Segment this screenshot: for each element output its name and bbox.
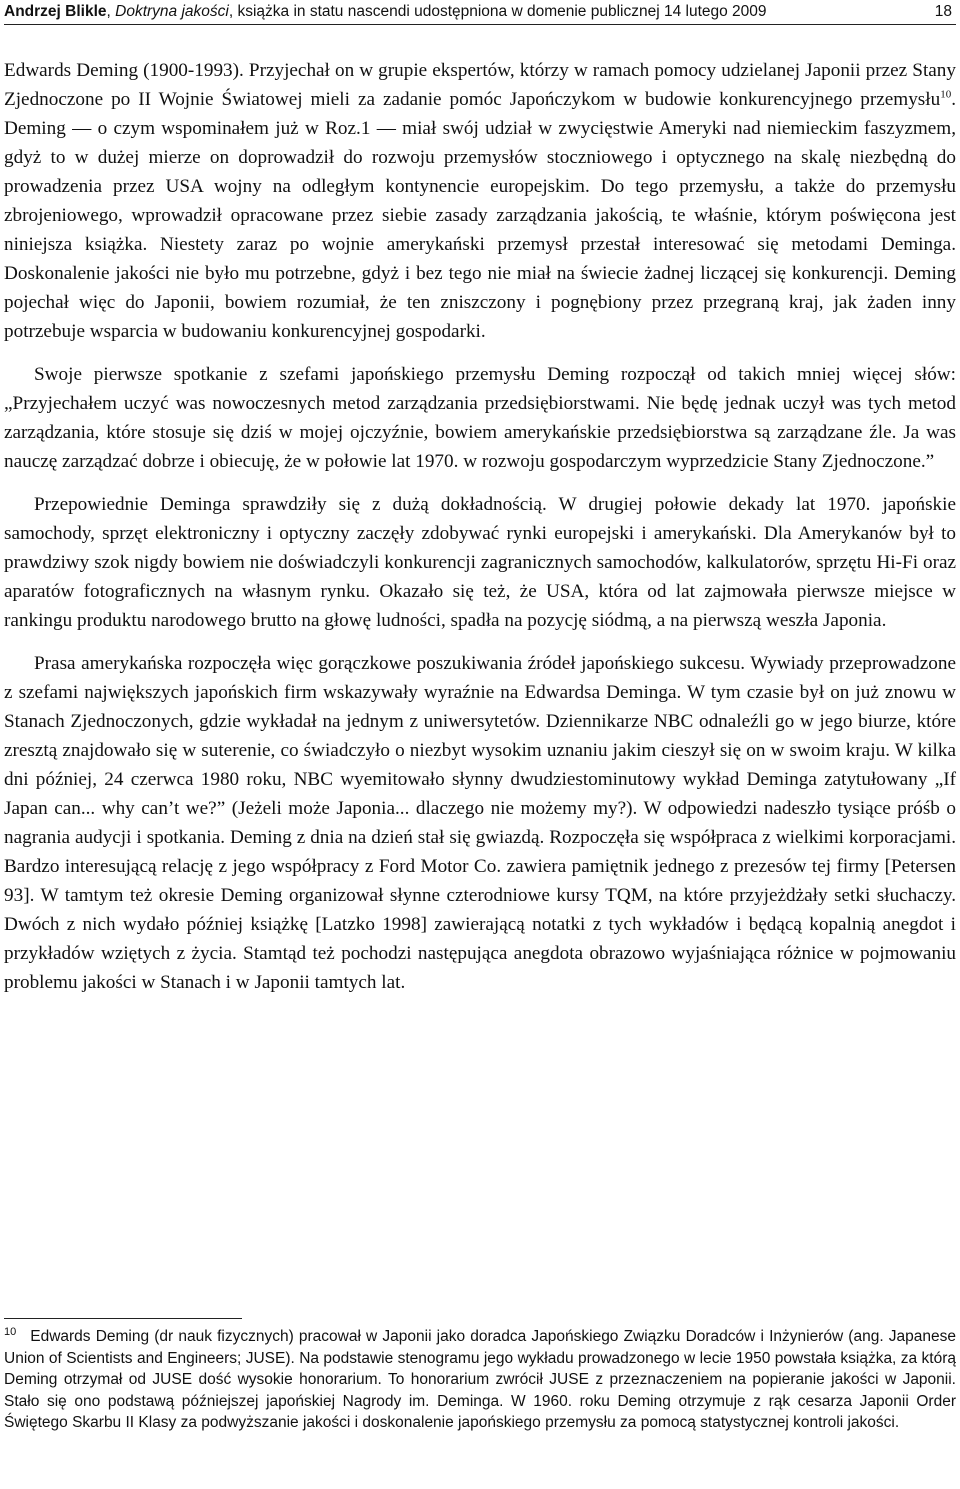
paragraph-1 bbox=[4, 56, 956, 346]
paragraph-2: Swoje pierwsze spotkanie z szefami japońskiego przemysłu Deming rozpoczął od takich mniej więcej słów: „Przyjechałem uczyć was nowoczesnych metod zarządzania przedsiębiorstwami. Nie będę jednak uczył was tych metod zarządzania, które stosuje się dziś w mojej ojczyźnie, bowiem amerykańskie przedsiębiorstwa są zarządzane źle. Ja was nauczę zarządzać dobrze i obiecuję, że w połowie lat 1970. w rozwoju gospodarczym wyprzedzicie Stany Zjednoczone.” bbox=[4, 364, 956, 472]
footnote-divider bbox=[4, 1318, 242, 1319]
main-text bbox=[4, 56, 956, 1011]
footnote-text: Edwards Deming (dr nauk fizycznych) pracował w Japonii jako doradca Japońskiego Związku Doradców i Inżynierów (ang. Japanese Union of Scientists and Engineers; JUSE). Na podstawie stenogramu jego wykładu prowadzonego w lecie 1950 powstała książka, za którą Deming otrzymał od JUSE dość wysokie honorarium. To honorarium zwrócił JUSE z przeznaczeniem na popieranie jakości w Japonii. Stało się ono podstawą późniejszej japońskiej Nagrody im. Deminga. W 1960. roku Deming otrzymuje z rąk cesarza Japonii Order Świętego Skarbu II Klasy za podwyższanie jakości i doskonalenie japońskiego przemysłu za pomocą statystycznej kontroli jakości. bbox=[4, 1328, 956, 1432]
footnote bbox=[4, 1326, 956, 1434]
running-header bbox=[4, 2, 956, 25]
paragraph-1-part-a: Edwards Deming (1900-1993). Przyjechał on w grupie ekspertów, którzy w ramach pomocy udzielanej Japonii przez Stany Zjednoczone po II Wojnie Światowej mieli za zadanie pomóc Japończykom w budowie konkurencyjnego przemysłu bbox=[4, 60, 956, 110]
paragraph-4: Prasa amerykańska rozpoczęła więc gorączkowe poszukiwania źródeł japońskiego sukcesu. Wywiady przeprowadzone z szefami największych japońskich firm wskazywały wyraźnie na Edwardsa Deminga. W tym czasie był on już znowu w Stanach Zjednoczonych, gdzie wykładał na jednym z uniwersytetów. Dziennikarze NBC odnaleźli go w jego biurze, które zresztą znajdowało się w suterenie, co świadczyło o niezbyt wysokim uznaniu jakim cieszył się on w swoim kraju. W kilka dni później, 24 czerwca 1980 roku, NBC wyemitowało słynny dwudziestominutowy wykład Deminga zatytułowany „If Japan can... why can’t we?” (Jeżeli może Japonia... dlaczego nie możemy my?). W odpowiedzi nadeszło tysiące próśb o nagrania audycji i spotkania. Deming z dnia na dzień stał się gwiazdą. Rozpoczęła się współpraca z wielkimi korporacjami. Bardzo interesującą relację z jego współpracy z Ford Motor Co. zawiera pamiętnik jednego z prezesów tej firmy [Petersen 93]. W tamtym też okresie Deming organizował słynne czterodniowe kursy TQM, na które przyjeżdżały setki słuchaczy. Dwóch z nich wydało później książkę [Latzko 1998] zawierającą notatki z tych wykładów i będącą kopalnią anegdot i przykładów wziętych z życia. Stamtąd też pochodzi następująca anegdota obrazowo wyjaśniająca różnice w pojmowaniu problemu jakości w Stanach i w Japonii tamtych lat. bbox=[4, 653, 956, 993]
header-separator: , bbox=[106, 3, 116, 20]
paragraph-1-part-b: . Deming ― o czym wspominałem już w Roz.1 ― miał swój udział w zwycięstwie Ameryki nad niemieckim faszyzmem, gdyż to w dużej mierze on doprowadził do rozwoju przemysłów stoczniowego i optycznego na skalę niezbędną do prowadzenia przez USA wojny na odległym kontynencie europejskim. Do tego przemysłu, a także do przemysłu zbrojeniowego, wprowadził opracowane przez siebie zasady zarządzania jakością, te właśnie, którym poświęcona jest niniejsza książka. Niestety zaraz po wojnie amerykański przemysł przestał interesować się metodami Deminga. Doskonalenie jakości nie było mu potrzebne, gdyż i bez tego nie miał na świecie żadnej liczącej się konkurencji. Deming pojechał więc do Japonii, bowiem rozumiał, że ten zniszczony i pognębiony przez przegraną kraj, jak żaden inny potrzebuje wsparcia w budowaniu konkurencyjnej gospodarki. bbox=[4, 89, 956, 342]
header-book-title: Doktryna jakości bbox=[115, 3, 229, 20]
header-description: , książka in statu nascendi udostępniona w domenie publicznej 14 lutego 2009 bbox=[228, 3, 767, 20]
paragraph-3: Przepowiednie Deminga sprawdziły się z dużą dokładnością. W drugiej połowie dekady lat 1970. japońskie samochody, sprzęt elektroniczny i optyczny zaczęły zdobywać rynki europejski i amerykański. Dla Amerykanów był to prawdziwy szok nigdy bowiem nie doświadczyli konkurencji zagranicznych samochodów, kalkulatorów, sprzętu Hi-Fi oraz aparatów fotograficznych na własnym rynku. Okazało się też, że USA, która od lat zajmowała pierwsze miejsce w rankingu produktu narodowego brutto na głowę ludności, spadła na pozycję siódmą, a na pierwszą weszła Japonia. bbox=[4, 494, 956, 631]
footnote-reference[interactable]: 10 bbox=[940, 88, 952, 101]
header-author: Andrzej Blikle bbox=[4, 3, 107, 20]
footnote-number: 10 bbox=[4, 1325, 17, 1338]
page-number: 18 bbox=[934, 3, 952, 20]
